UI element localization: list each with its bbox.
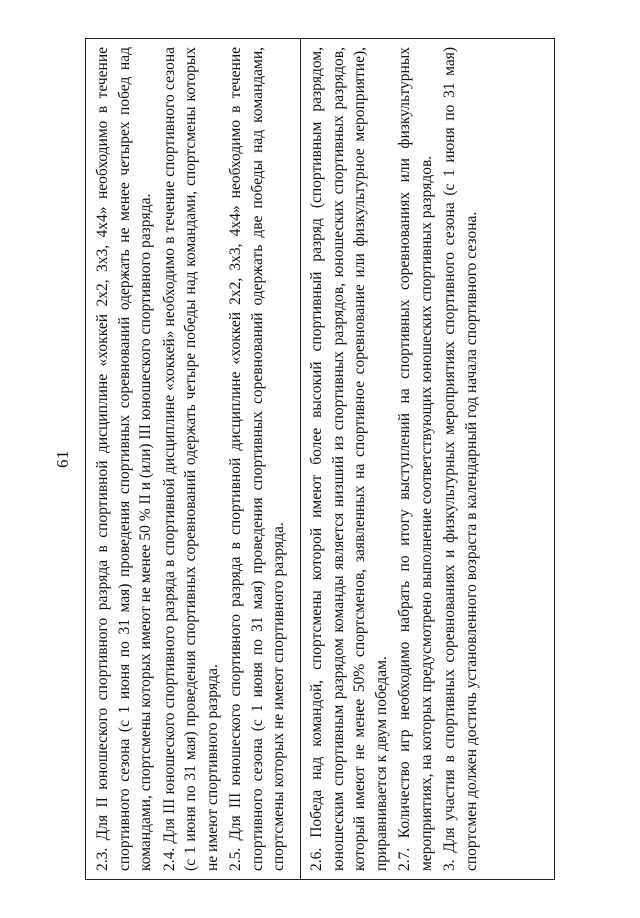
paragraph-2-4: 2.4. Для III юношеского спортивного разряда в спортивной дисциплине «хоккей» необходимо в течение спортивного сезона (с 1 июня по 31 мая) проведения спортивных соревнований одержать четыре победы над командами, спортсмены которых не имеют спортивного разряда.	[160, 47, 221, 871]
paragraph-3: 3. Для участия в спортивных соревнованиях и физкультурных мероприятиях спортивного сезона (с 1 июня по 31 мая) спортсмен должен достичь установленного возраста в календарный год начала спортивного сезона.	[441, 47, 480, 871]
paragraph-2-5: 2.5. Для III юношеского спортивного разряда в спортивной дисциплине «хоккей 2х2, 3х3, 4х4» необходимо в течение спортивного сезона (с 1 июня по 31 мая) проведения спортивных соревнований одержать две победы над командами, спортсмены которых не имеют спортивного разряда.	[227, 47, 287, 871]
paragraph-2-6: 2.6. Победа над командой, спортсмены которой имеют более высокий спортивный разряд (спортивным разрядом, юношеским спортивным разрядом команды является низший из спортивных разрядов, юношеских спортивных разрядов, который имеют не менее 50% спортсменов, заявленных на спортивное соревнование или физкультурное мероприятие), приравнивается к двум победам.	[308, 47, 390, 871]
table-cell-top	[92, 47, 297, 871]
row-divider	[300, 39, 301, 879]
table-frame	[85, 38, 555, 880]
paragraph-2-7: 2.7. Количество игр необходимо набрать по итогу выступлений на спортивных соревнованиях или физкультурных мероприятиях, на которых предусмотрено выполнение соответствующих юношеских спортивных разрядов.	[396, 47, 435, 871]
paragraph-2-3: 2.3. Для II юношеского спортивного разряда в спортивной дисциплине «хоккей 2х2, 3х3, 4х4» необходимо в течение спортивного сезона (с 1 июня по 31 мая) проведения спортивных соревнований одержать не менее четырех побед над командами, спортсмены которых имеют не менее 50 % II и (или) III юношеского спортивного разряда.	[94, 47, 154, 871]
page-number: 61	[53, 450, 72, 468]
table-cell-bottom	[306, 47, 546, 871]
rotated-content	[53, 38, 555, 880]
